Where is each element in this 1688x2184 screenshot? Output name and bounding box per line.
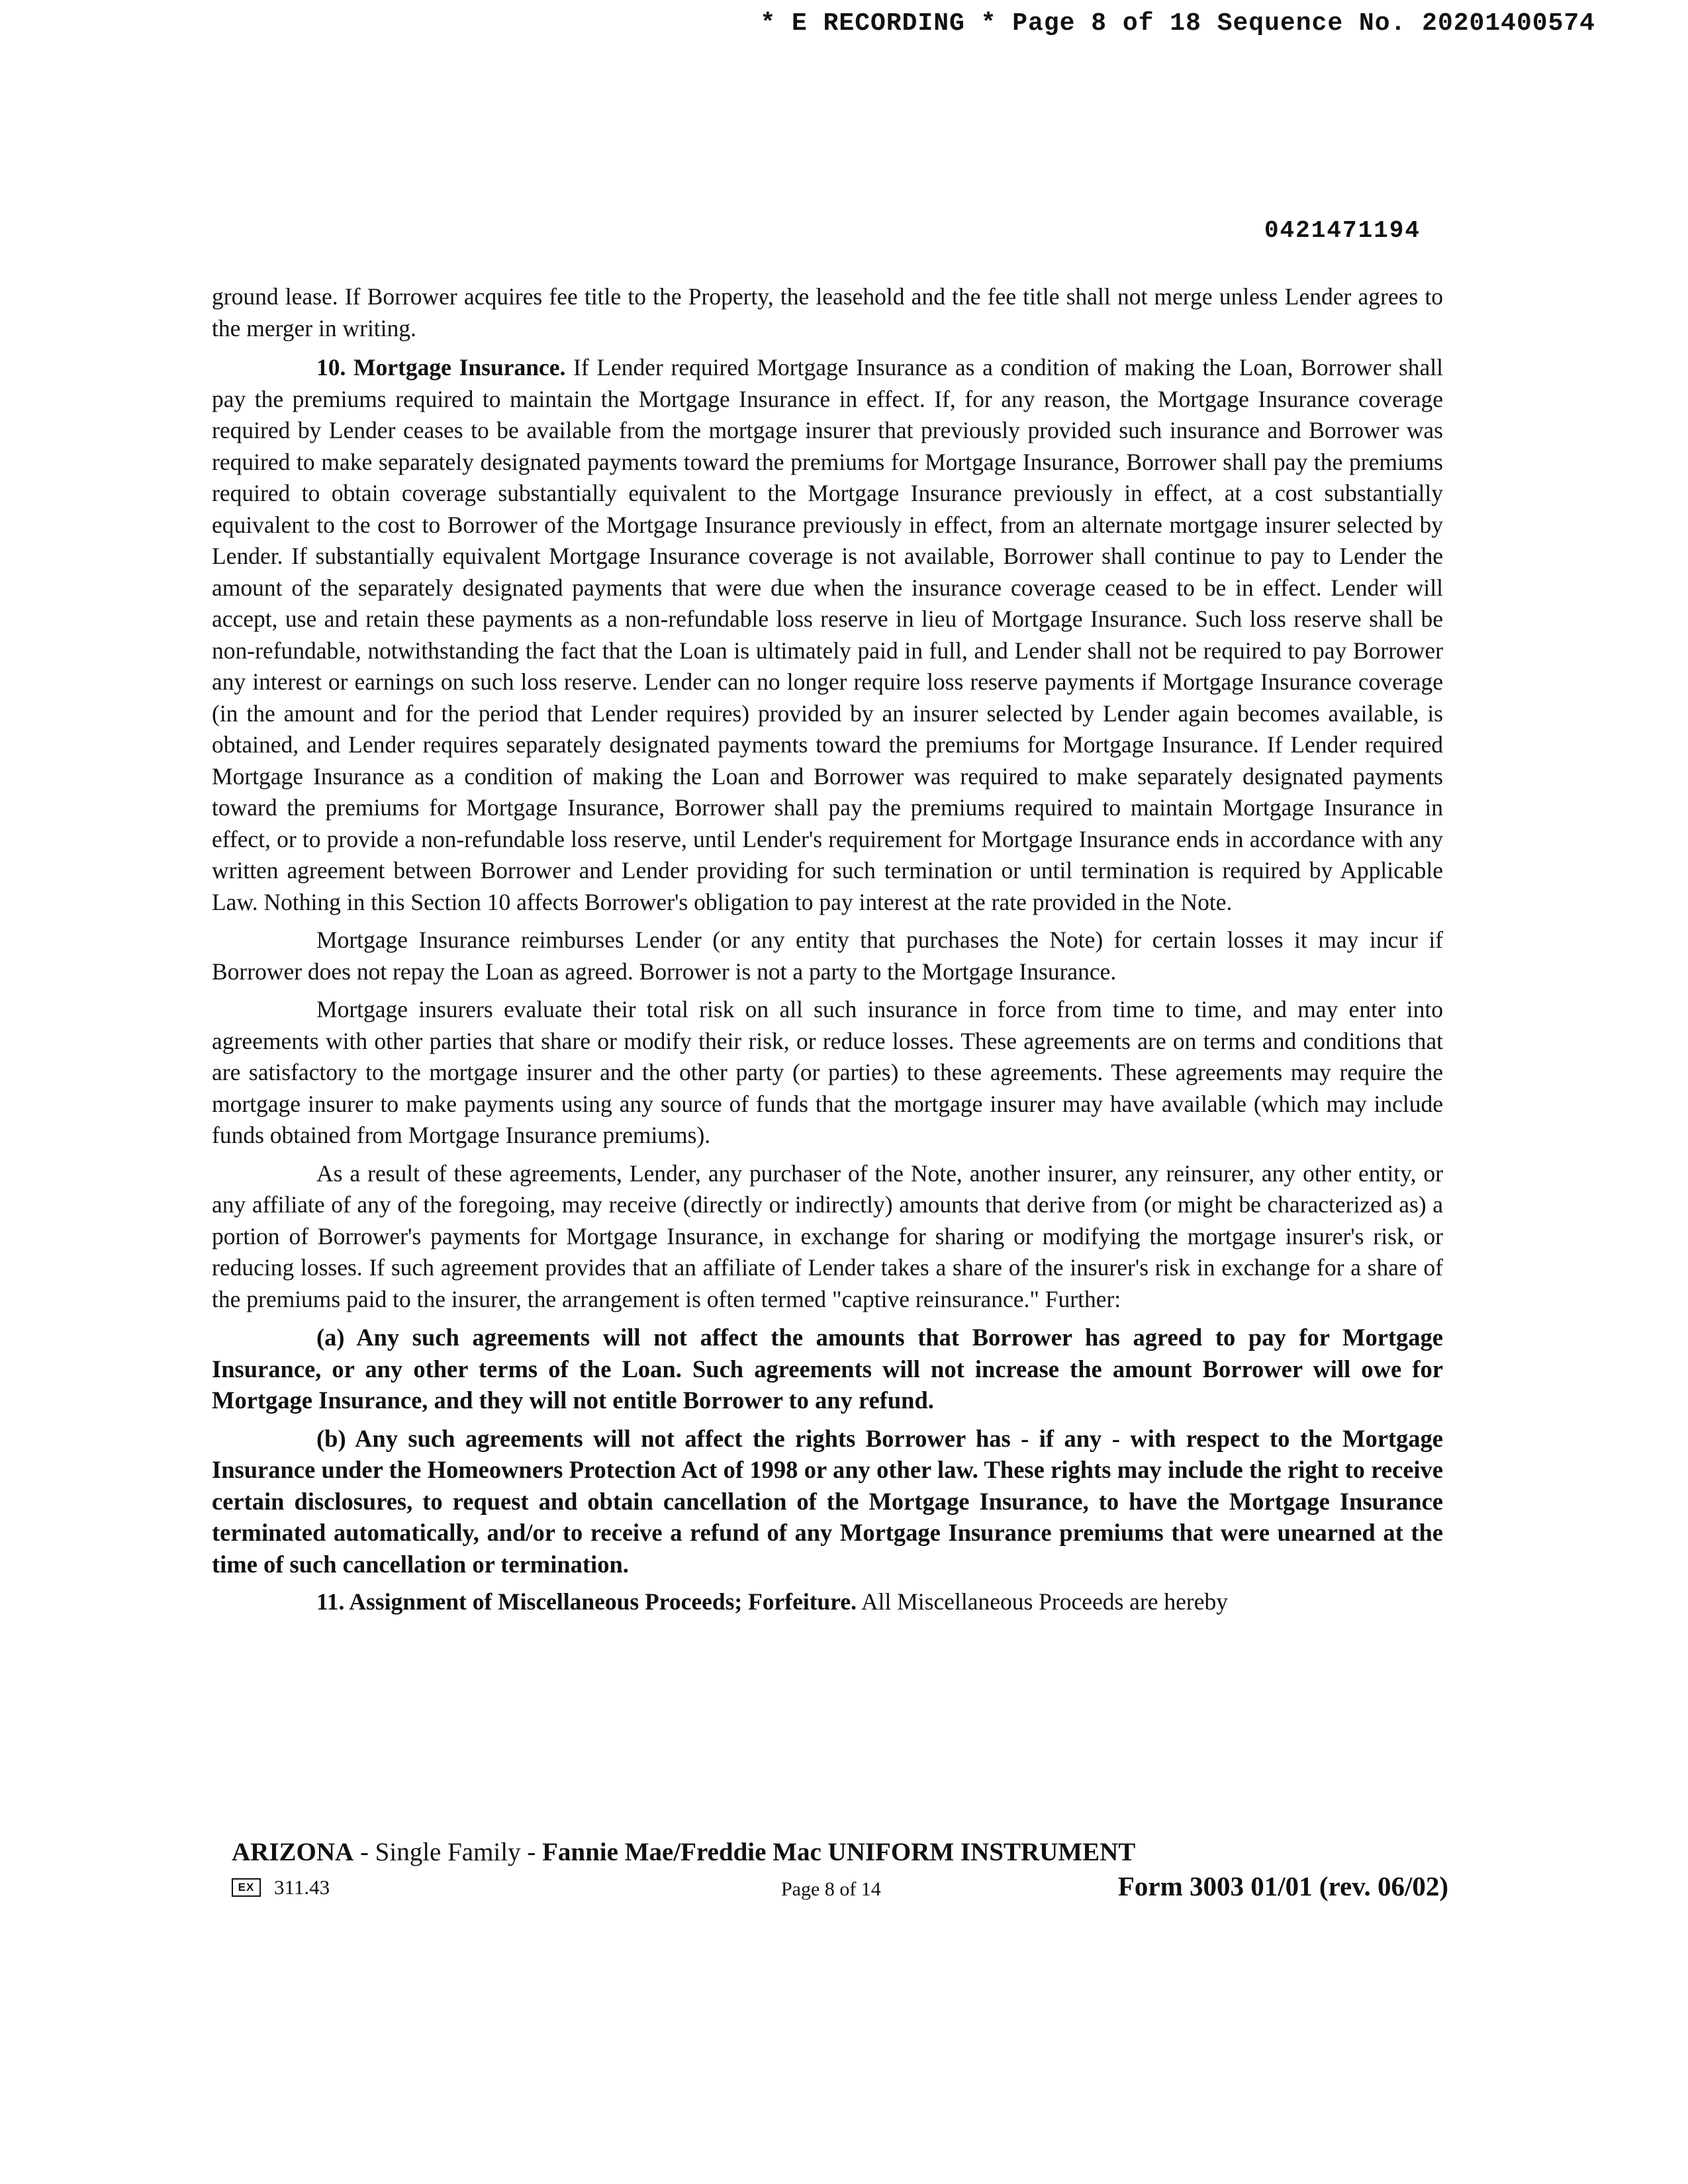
paragraph-captive-reinsurance: As a result of these agreements, Lender, any purchaser of the Note, another insurer, any reinsurer, any other entity, or any affiliate of any of the foregoing, may receive (directly or indirectly) amounts that derive from (or might be characterized as) a portion of Borrower's payments for Mortgage Insurance, in exchange for sharing or modifying the mortgage insurer's risk, or reducing losses. If such agreement provides that an affiliate of Lender takes a share of the insurer's risk in exchange for a share of the premiums paid to the insurer, the arrangement is often termed "captive reinsurance." Further: (212, 1160, 1443, 1312)
footer-family: - Single Family - (353, 1838, 543, 1866)
section-10-text: If Lender required Mortgage Insurance as a condition of making the Loan, Borrower shall pay the premiums required to maintain the Mortgage Insurance in effect. If, for any reason, the Mortgage Insurance coverage required by Lender ceases to be available from the mortgage insurer that previously provided such insurance and Borrower was required to make separately designated payments toward the premiums for Mortgage Insurance, Borrower shall pay the premiums required to obtain coverage substantially equivalent to the Mortgage Insurance previously in effect, at a cost substantially equivalent to the cost to Borrower of the Mortgage Insurance previously in effect, from an alternate mortgage insurer selected by Lender. If substantially equivalent Mortgage Insurance coverage is not available, Borrower shall continue to pay to Lender the amount of the separately designated payments that were due when the insurance coverage ceased to be in effect. Lender will accept, use and retain these payments as a non-refundable loss reserve in lieu of Mortgage Insurance. Such loss reserve shall be non-refundable, notwithstanding the fact that the Loan is ultimately paid in full, and Lender shall not be required to pay Borrower any interest or earnings on such loss reserve. Lender can no longer require loss reserve payments if Mortgage Insurance coverage (in the amount and for the period that Lender requires) provided by an insurer selected by Lender again becomes available, is obtained, and Lender requires separately designated payments toward the premiums for Mortgage Insurance. If Lender required Mortgage Insurance as a condition of making the Loan and Borrower was required to make separately designated payments toward the premiums for Mortgage Insurance, Borrower shall pay the premiums required to maintain Mortgage Insurance in effect, or to provide a non-refundable loss reserve, until Lender's requirement for Mortgage Insurance ends in accordance with any written agreement between Borrower and Lender providing for such termination or until termination is required by Applicable Law. Nothing in this Section 10 affects Borrower's obligation to pay interest at the rate provided in the Note. (212, 354, 1443, 915)
clause-b: (b) Any such agreements will not affect the rights Borrower has - if any - with respect to the Mortgage Insurance under the Homeowners Protection Act of 1998 or any other law. These rights may include the right to receive certain disclosures, to request and obtain cancellation of the Mortgage Insurance, to have the Mortgage Insurance terminated automatically, and/or to receive a refund of any Mortgage Insurance premiums that were unearned at the time of such cancellation or termination. (212, 1424, 1443, 1578)
paragraph-reimbursement: Mortgage Insurance reimburses Lender (or any entity that purchases the Note) for certain losses it may incur if Borrower does not repay the Loan as agreed. Borrower is not a party to the Mortgage Insurance. (212, 927, 1443, 985)
section-10-heading: 10. Mortgage Insurance. (316, 354, 566, 381)
paragraph-ground-lease: ground lease. If Borrower acquires fee title to the Property, the leasehold and the fee title shall not merge unless Lender agrees to the merger in writing. (212, 283, 1443, 341)
footer-instrument-title (232, 1837, 1135, 1867)
section-11-assignment (212, 1586, 1443, 1618)
clause-a: (a) Any such agreements will not affect the amounts that Borrower has agreed to pay for Mortgage Insurance, or any other terms of the Loan. Such agreements will not increase the amount Borrower will owe for Mortgage Insurance, and they will not entitle Borrower to any refund. (212, 1324, 1443, 1414)
document-body (212, 281, 1443, 1625)
loan-number: 0421471194 (1264, 217, 1421, 244)
section-10-mortgage-insurance (212, 352, 1443, 918)
paragraph-insurer-risk: Mortgage insurers evaluate their total risk on all such insurance in force from time to time, and may enter into agreements with other parties that share or modify their risk, or reduce losses. These agreements are on terms and conditions that are satisfactory to the mortgage insurer and the other party (or parties) to these agreements. These agreements may require the mortgage insurer to make payments using any source of funds that the mortgage insurer may have available (which may include funds obtained from Mortgage Insurance premiums). (212, 996, 1443, 1148)
footer-form-code-group (232, 1876, 330, 1899)
footer-state: ARIZONA (232, 1838, 354, 1866)
section-11-heading: 11. Assignment of Miscellaneous Proceeds; Forfeiture. (316, 1588, 857, 1615)
recording-stamp: * E RECORDING * Page 8 of 18 Sequence No. 20201400574 (760, 9, 1595, 38)
ex-logo-icon: EX (232, 1878, 261, 1897)
footer-page-number: Page 8 of 14 (781, 1878, 881, 1900)
footer-form-code: 311.43 (274, 1876, 330, 1899)
section-11-text: All Miscellaneous Proceeds are hereby (861, 1588, 1228, 1615)
footer-instrument: Fannie Mae/Freddie Mac UNIFORM INSTRUMENT (542, 1838, 1136, 1866)
footer-form-number: Form 3003 01/01 (rev. 06/02) (1117, 1871, 1448, 1901)
